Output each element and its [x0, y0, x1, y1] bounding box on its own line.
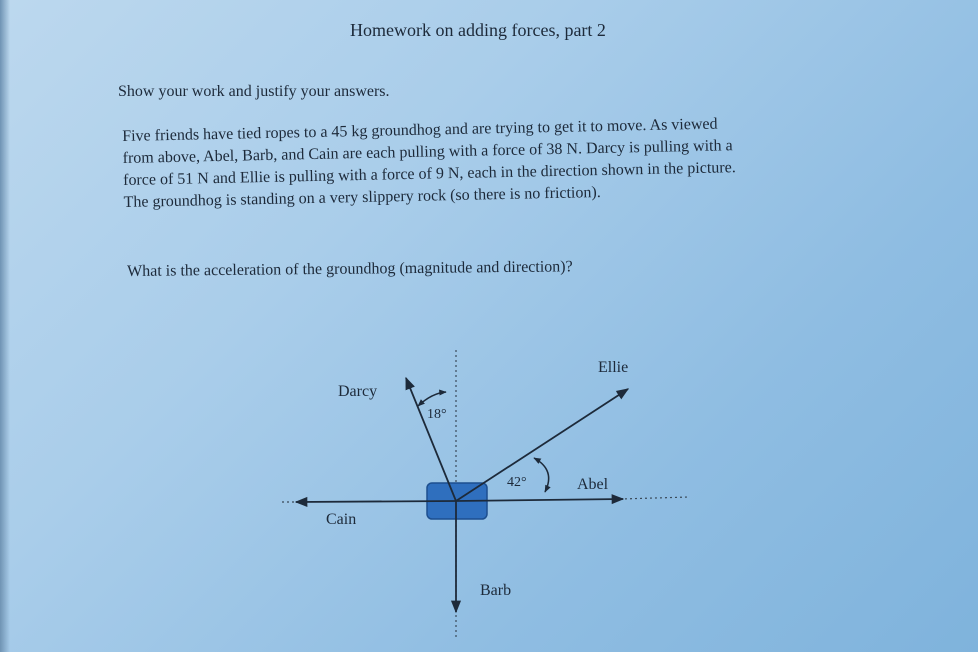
instruction-text: Show your work and justify your answers.	[118, 83, 390, 100]
problem-line: force of 51 N and Ellie is pulling with a force of 9 N, each in the direction shown in the picture.	[122, 159, 736, 189]
ellie-angle-arc	[534, 458, 549, 492]
darcy-angle-arc	[418, 392, 446, 406]
barb-label: Barb	[480, 582, 512, 599]
ellie-angle-label: 42°	[507, 475, 527, 490]
darcy-angle-label: 18°	[427, 407, 447, 422]
document-title: Homework on adding forces, part 2	[350, 20, 606, 40]
abel-label: Abel	[577, 476, 609, 493]
problem-line: The groundhog is standing on a very slippery rock (so there is no friction).	[123, 183, 601, 211]
cain-label: Cain	[326, 511, 357, 528]
question-text: What is the acceleration of the groundhog (magnitude and direction)?	[127, 258, 573, 280]
cain-force-arrow	[296, 501, 456, 502]
problem-line: Five friends have tied ropes to a 45 kg groundhog and are trying to get it to move. As viewed	[122, 115, 718, 145]
problem-line: from above, Abel, Barb, and Cain are each pulling with a force of 38 N. Darcy is pulling with a	[122, 137, 733, 167]
ellie-label: Ellie	[598, 359, 629, 376]
horizontal-reference-line-right	[620, 497, 690, 499]
darcy-label: Darcy	[338, 383, 378, 400]
